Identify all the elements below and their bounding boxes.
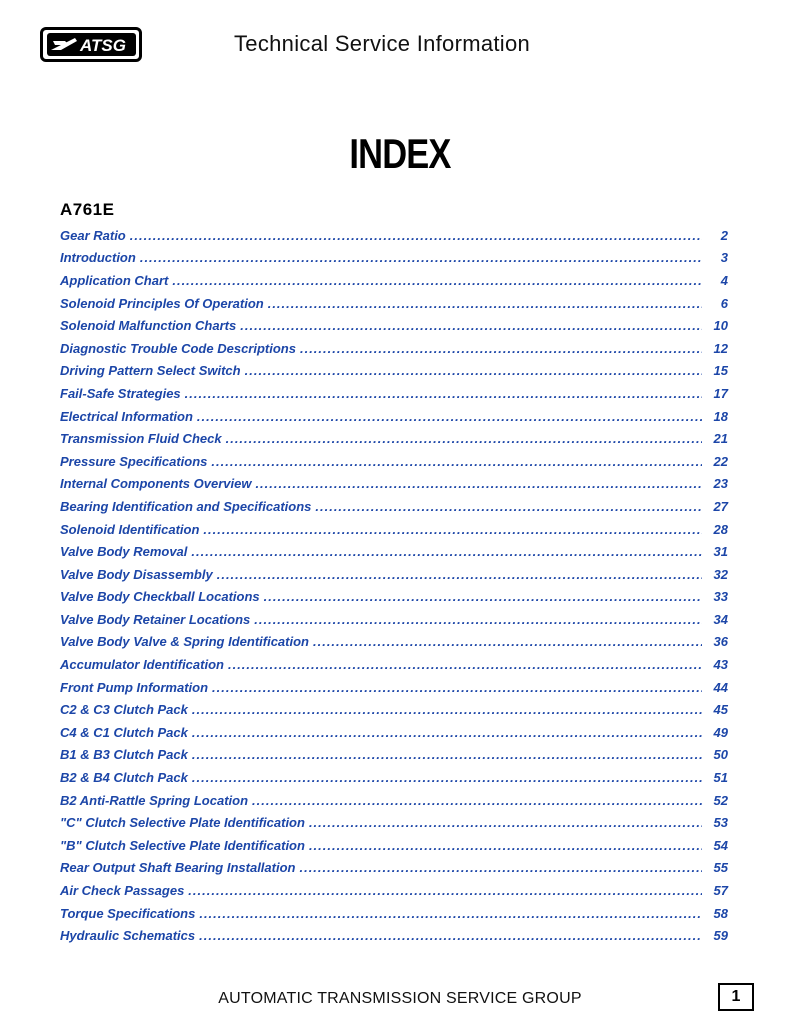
toc-entry-page[interactable]: 43 <box>713 657 728 673</box>
toc-leader-dots <box>192 702 702 717</box>
toc-entry[interactable] <box>60 495 728 518</box>
toc-entry-label[interactable]: Bearing Identification and Specifications <box>60 498 312 514</box>
toc-leader-dots <box>313 634 702 649</box>
toc-entry-label[interactable]: Torque Specifications <box>60 905 196 921</box>
svg-text:ATSG: ATSG <box>80 36 126 55</box>
toc-entry[interactable] <box>60 653 728 676</box>
toc-leader-dots <box>315 499 702 514</box>
toc-entry[interactable] <box>60 676 728 699</box>
toc-entry-page[interactable]: 27 <box>713 498 728 514</box>
toc-leader-dots <box>203 522 702 537</box>
toc-entry-label[interactable]: Pressure Specifications <box>60 453 208 469</box>
toc-entry[interactable] <box>60 518 728 541</box>
toc-leader-dots <box>309 815 702 830</box>
toc-entry-page[interactable]: 23 <box>713 476 728 492</box>
table-of-contents <box>60 224 728 947</box>
toc-entry[interactable] <box>60 857 728 880</box>
toc-leader-dots <box>254 612 702 627</box>
toc-entry-label[interactable]: Hydraulic Schematics <box>60 928 196 944</box>
toc-entry-page[interactable]: 17 <box>713 385 728 401</box>
toc-entry-label[interactable]: Valve Body Checkball Locations <box>60 589 260 605</box>
toc-entry[interactable] <box>60 608 728 631</box>
toc-entry-page[interactable]: 3 <box>720 250 728 266</box>
toc-leader-dots <box>192 747 702 762</box>
toc-entry-page[interactable]: 59 <box>713 928 728 944</box>
toc-leader-dots <box>228 657 702 672</box>
toc-entry-page[interactable]: 33 <box>713 589 728 605</box>
toc-entry-label[interactable]: C4 & C1 Clutch Pack <box>60 724 188 740</box>
toc-leader-dots <box>199 928 702 943</box>
toc-entry[interactable] <box>60 586 728 609</box>
toc-leader-dots <box>264 589 702 604</box>
toc-leader-dots <box>172 273 702 288</box>
toc-entry-label[interactable]: Internal Components Overview <box>60 476 252 492</box>
toc-entry-page[interactable]: 51 <box>713 770 728 786</box>
toc-leader-dots <box>309 838 702 853</box>
toc-leader-dots <box>300 341 702 356</box>
toc-entry-page[interactable]: 22 <box>713 453 728 469</box>
toc-entry[interactable] <box>60 292 728 315</box>
toc-entry-page[interactable]: 57 <box>713 883 728 899</box>
toc-leader-dots <box>217 567 702 582</box>
toc-leader-dots <box>185 386 702 401</box>
toc-entry-page[interactable]: 28 <box>713 521 728 537</box>
toc-entry-label[interactable]: "B" Clutch Selective Plate Identification <box>60 837 305 853</box>
section-title: A761E <box>60 200 115 219</box>
atsg-logo <box>40 27 142 62</box>
toc-entry[interactable] <box>60 337 728 360</box>
toc-entry-label[interactable]: "C" Clutch Selective Plate Identification <box>60 815 305 831</box>
toc-entry-page[interactable]: 12 <box>713 340 728 356</box>
toc-entry-label[interactable]: Driving Pattern Select Switch <box>60 363 241 379</box>
toc-entry[interactable] <box>60 744 728 767</box>
toc-leader-dots <box>192 770 702 785</box>
toc-entry[interactable] <box>60 721 728 744</box>
toc-entry[interactable] <box>60 540 728 563</box>
toc-entry[interactable] <box>60 382 728 405</box>
toc-entry-page[interactable]: 15 <box>713 363 728 379</box>
toc-entry-label[interactable]: B2 & B4 Clutch Pack <box>60 770 188 786</box>
toc-entry-label[interactable]: B1 & B3 Clutch Pack <box>60 747 188 763</box>
toc-entry-label[interactable]: Front Pump Information <box>60 679 209 695</box>
toc-entry[interactable] <box>60 247 728 270</box>
toc-leader-dots <box>192 725 702 740</box>
toc-leader-dots <box>240 318 702 333</box>
toc-leader-dots <box>226 431 702 446</box>
toc-entry-page[interactable]: 49 <box>713 724 728 740</box>
toc-entry-label[interactable]: Solenoid Malfunction Charts <box>60 318 237 334</box>
toc-leader-dots <box>252 793 702 808</box>
toc-entry[interactable] <box>60 314 728 337</box>
toc-entry-label[interactable]: Diagnostic Trouble Code Descriptions <box>60 340 296 356</box>
toc-leader-dots <box>199 906 702 921</box>
toc-entry-label[interactable]: Valve Body Valve & Spring Identification <box>60 634 309 650</box>
toc-entry[interactable] <box>60 450 728 473</box>
toc-entry-page[interactable]: 58 <box>713 905 728 921</box>
toc-entry-label[interactable]: Valve Body Disassembly <box>60 566 213 582</box>
toc-entry-page[interactable]: 36 <box>713 634 728 650</box>
toc-leader-dots <box>197 409 702 424</box>
toc-entry-page[interactable]: 18 <box>713 408 728 424</box>
toc-entry[interactable] <box>60 563 728 586</box>
toc-entry[interactable] <box>60 879 728 902</box>
header-title: Technical Service Information <box>234 31 531 56</box>
page-number: 1 <box>718 983 754 1011</box>
toc-entry[interactable] <box>60 405 728 428</box>
toc-entry-label[interactable]: Fail-Safe Strategies <box>60 385 181 401</box>
toc-entry-page[interactable]: 2 <box>720 227 728 243</box>
toc-entry[interactable] <box>60 269 728 292</box>
car-icon <box>47 33 136 56</box>
toc-entry-page[interactable]: 55 <box>713 860 728 876</box>
toc-leader-dots <box>299 860 702 875</box>
toc-entry[interactable] <box>60 811 728 834</box>
toc-leader-dots <box>130 228 702 243</box>
toc-entry[interactable] <box>60 789 728 812</box>
toc-entry-label[interactable]: Valve Body Retainer Locations <box>60 611 251 627</box>
toc-leader-dots <box>191 544 702 559</box>
toc-entry-page[interactable]: 53 <box>713 815 728 831</box>
toc-entry-label[interactable]: Air Check Passages <box>60 883 185 899</box>
toc-entry-label[interactable]: Solenoid Principles Of Operation <box>60 295 264 311</box>
toc-entry-page[interactable]: 54 <box>713 837 728 853</box>
toc-entry[interactable] <box>60 360 728 383</box>
toc-entry[interactable] <box>60 834 728 857</box>
toc-entry[interactable] <box>60 427 728 450</box>
toc-leader-dots <box>255 476 702 491</box>
toc-entry-page[interactable]: 44 <box>713 679 728 695</box>
toc-entry[interactable] <box>60 698 728 721</box>
toc-entry-label[interactable]: Transmission Fluid Check <box>60 431 222 447</box>
toc-leader-dots <box>268 296 702 311</box>
toc-entry-label[interactable]: Solenoid Identification <box>60 521 200 537</box>
toc-entry[interactable] <box>60 224 728 247</box>
toc-entry-label[interactable]: Valve Body Removal <box>60 544 188 560</box>
toc-entry-label[interactable]: Accumulator Identification <box>60 657 224 673</box>
page-title: INDEX <box>349 130 451 177</box>
toc-entry-page[interactable]: 21 <box>713 431 728 447</box>
toc-entry-page[interactable]: 31 <box>713 544 728 560</box>
toc-entry-label[interactable]: Gear Ratio <box>60 227 126 243</box>
toc-entry-label[interactable]: Electrical Information <box>60 408 193 424</box>
toc-entry[interactable] <box>60 766 728 789</box>
toc-entry[interactable] <box>60 924 728 947</box>
toc-entry-page[interactable]: 10 <box>713 318 728 334</box>
toc-entry-label[interactable]: Rear Output Shaft Bearing Installation <box>60 860 296 876</box>
toc-entry-page[interactable]: 52 <box>713 792 728 808</box>
toc-leader-dots <box>211 454 702 469</box>
toc-entry[interactable] <box>60 473 728 496</box>
toc-entry-page[interactable]: 50 <box>713 747 728 763</box>
footer-text: AUTOMATIC TRANSMISSION SERVICE GROUP <box>218 990 582 1007</box>
toc-leader-dots <box>245 363 702 378</box>
toc-entry-page[interactable]: 32 <box>713 566 728 582</box>
toc-entry-page[interactable]: 34 <box>713 611 728 627</box>
toc-entry-label[interactable]: Introduction <box>60 250 136 266</box>
toc-entry-page[interactable]: 4 <box>720 272 728 288</box>
toc-entry-page[interactable]: 6 <box>720 295 728 311</box>
toc-entry[interactable] <box>60 902 728 925</box>
toc-entry[interactable] <box>60 631 728 654</box>
toc-entry-label[interactable]: Application Chart <box>60 272 169 288</box>
toc-entry-page[interactable]: 45 <box>713 702 728 718</box>
toc-leader-dots <box>140 250 702 265</box>
toc-leader-dots <box>212 680 702 695</box>
toc-leader-dots <box>188 883 702 898</box>
atsg-logo-mark <box>47 33 136 56</box>
toc-entry-label[interactable]: C2 & C3 Clutch Pack <box>60 702 188 718</box>
toc-entry-label[interactable]: B2 Anti-Rattle Spring Location <box>60 792 249 808</box>
